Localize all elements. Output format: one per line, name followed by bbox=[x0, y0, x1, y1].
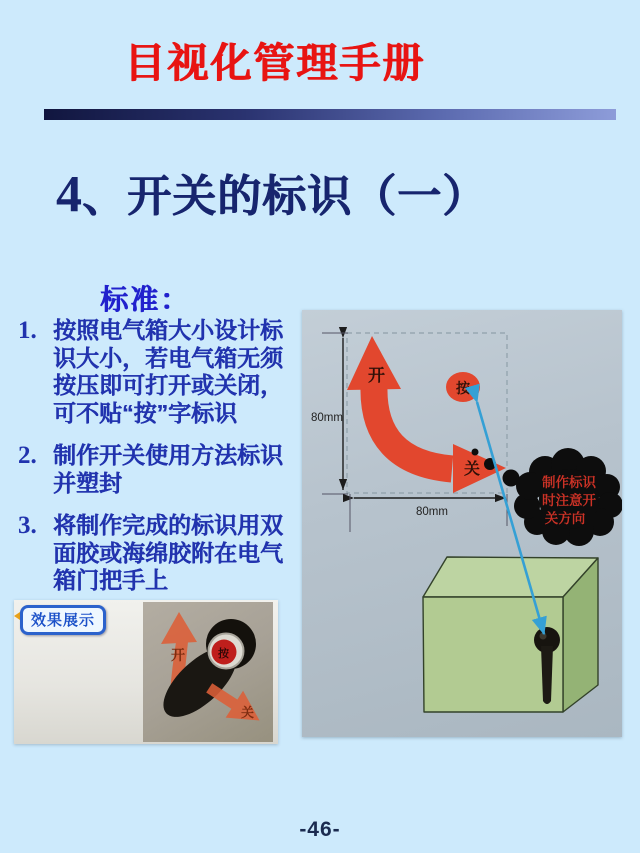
section-number: 4 bbox=[56, 166, 82, 223]
cloud-text-line3: 关方向 bbox=[544, 511, 586, 526]
effect-badge: 效果展示 bbox=[20, 605, 106, 635]
standard-label: 标准： bbox=[100, 284, 191, 315]
photo-open-label: 开 bbox=[171, 647, 185, 663]
cloud-text-line1: 制作标识 bbox=[542, 475, 596, 490]
list-item bbox=[18, 317, 290, 427]
list-item-text: 制作开关使用方法标识并塑封 bbox=[53, 442, 283, 496]
thought-dot bbox=[472, 449, 479, 456]
press-label: 按 bbox=[456, 380, 470, 396]
switch-label-diagram-figure bbox=[302, 310, 622, 737]
list-item bbox=[18, 512, 290, 595]
page-number: -46- bbox=[299, 818, 341, 841]
close-label: 关 bbox=[464, 461, 481, 478]
list-item-text: 将制作完成的标识用双面胶或海绵胶附在电气箱门把手上 bbox=[53, 512, 283, 593]
dimension-width-label: 80mm bbox=[416, 506, 448, 518]
list-item-number: 1. bbox=[18, 317, 37, 344]
open-label: 开 bbox=[368, 366, 385, 385]
section-heading bbox=[56, 160, 487, 224]
list-item-text: 按照电气箱大小设计标识大小，若电气箱无须按压即可打开或关闭，可不贴“按”字标识 bbox=[53, 317, 283, 426]
cloud-text-line2: 时注意开 bbox=[542, 493, 596, 508]
electrical-box bbox=[423, 557, 598, 712]
effect-display-figure bbox=[14, 600, 278, 744]
list-item-number: 3. bbox=[18, 512, 37, 539]
switch-handle-photo bbox=[143, 602, 273, 742]
photo-press-label: 按 bbox=[218, 648, 229, 660]
photo-close-label: 关 bbox=[241, 705, 255, 720]
title-divider-bar bbox=[44, 109, 616, 120]
diagram-svg bbox=[302, 310, 622, 737]
section-title: 、开关的标识（一） bbox=[82, 172, 487, 221]
standard-rules-list bbox=[18, 317, 290, 610]
dimension-height-label: 80mm bbox=[311, 412, 343, 424]
page-title: 目视化管理手册 bbox=[124, 40, 425, 86]
list-item bbox=[18, 442, 290, 497]
list-item-number: 2. bbox=[18, 442, 37, 469]
switch-curve-band bbox=[374, 386, 452, 469]
switch-photo-svg bbox=[143, 602, 273, 742]
